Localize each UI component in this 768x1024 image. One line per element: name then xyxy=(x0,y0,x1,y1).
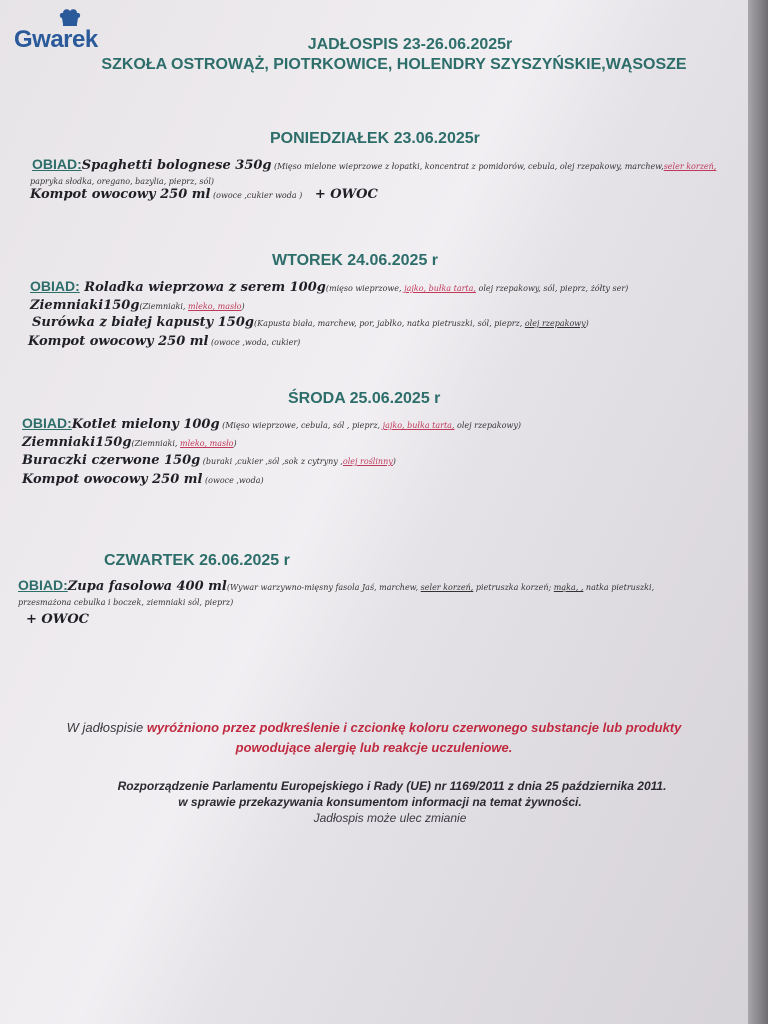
ingredients: (buraki ,cukier ,sól ,sok z cytryny , xyxy=(200,457,343,466)
wednesday-obiad-line xyxy=(22,415,521,432)
ingredients: (Mięso wieprzowe, cebula, sól , pieprz, xyxy=(219,421,383,430)
ingredients: (mięso wieprzowe, xyxy=(325,284,405,293)
monday-obiad-line xyxy=(32,156,716,173)
dish-name: Ziemniaki150g xyxy=(22,435,132,450)
allergen: jajko, bułka tarta, xyxy=(404,284,476,293)
tuesday-obiad-line xyxy=(30,278,628,295)
ingredients: (Kapusta biała, marchew, por, jabłko, natka pietruszki, sól, pieprz, xyxy=(253,319,525,328)
underlined-allergen: seler korzeń, xyxy=(420,583,474,592)
dish-name: Kotlet mielony 100g xyxy=(71,417,220,432)
note-text: W jadłospisie xyxy=(66,720,147,735)
ingredients: (Ziemniaki, xyxy=(139,302,188,311)
ingredients: ) xyxy=(233,439,237,448)
note-text-highlight: wyróżniono przez podkreślenie i czcionkę koloru czerwonego substancje lub produkty xyxy=(146,720,682,735)
schools-list: SZKOŁA OSTROWĄŻ, PIOTRKOWICE, HOLENDRY SZYSZYŃSKIE,WĄSOSZE xyxy=(101,56,687,73)
menu-change-note: Jadłospis może ulec zmianie xyxy=(313,811,467,825)
brand-name: Gwarek xyxy=(14,26,98,53)
day-heading-thursday: CZWARTEK 26.06.2025 r xyxy=(104,552,290,569)
day-heading-monday: PONIEDZIAŁEK 23.06.2025r xyxy=(270,130,480,147)
thursday-obiad-line xyxy=(18,577,654,594)
allergen: olej roślinny xyxy=(342,457,393,466)
chef-hat-icon xyxy=(58,8,82,26)
wednesday-kompot-line xyxy=(22,472,264,487)
regulation-line-1: Rozporządzenie Parlamentu Europejskiego i Rady (UE) nr 1169/2011 z dnia 25 października 2011. xyxy=(117,779,667,793)
menu-title: JADŁOSPIS 23-26.06.2025r xyxy=(307,36,513,53)
regulation-line-2: w sprawie przekazywania konsumentom informacji na temat żywności. xyxy=(178,795,582,809)
dish-name: Kompot owocowy 250 ml xyxy=(28,334,209,349)
extra-fruit: + OWOC xyxy=(26,612,90,627)
day-heading-tuesday: WTOREK 24.06.2025 r xyxy=(272,252,439,269)
dish-name: Surówka z białej kapusty 150g xyxy=(32,315,254,330)
tuesday-salad-line xyxy=(32,315,589,330)
day-heading-wednesday: ŚRODA 25.06.2025 r xyxy=(288,390,441,407)
ingredients: (Ziemniaki, xyxy=(131,439,180,448)
allergen: jajko, bułka tarta, xyxy=(382,421,455,430)
allergen: mleko, masło xyxy=(187,302,242,311)
ingredients: olej rzepakowy, sól, pieprz, żółty ser) xyxy=(475,284,629,293)
dish-name: Zupa fasolowa 400 ml xyxy=(67,579,227,594)
dish-name: Kompot owocowy 250 ml xyxy=(22,472,203,487)
obiad-label: OBIAD: xyxy=(18,577,68,593)
wednesday-potatoes-line xyxy=(22,435,237,450)
extra-fruit: + OWOC xyxy=(314,187,378,202)
obiad-label: OBIAD: xyxy=(30,278,80,294)
table-edge xyxy=(748,0,768,1024)
ingredients: przesmażona cebulka i boczek, ziemniaki sól, pieprz) xyxy=(18,598,234,607)
tuesday-kompot-line xyxy=(28,334,300,349)
ingredients: (Wywar warzywno-mięsny fasola Jaś, marchew, xyxy=(226,583,421,592)
ingredients: ) xyxy=(241,302,245,311)
ingredients: olej rzepakowy) xyxy=(454,421,521,430)
obiad-label: OBIAD: xyxy=(32,156,82,172)
ingredients: pietruszka korzeń; xyxy=(473,583,554,592)
allergen: mleko, masło xyxy=(179,439,234,448)
dish-name: Ziemniaki150g xyxy=(30,298,140,313)
dish-name: Roladka wieprzowa z serem 100g xyxy=(79,280,326,295)
wednesday-beets-line xyxy=(22,453,396,468)
ingredients: (owoce ,woda, cukier) xyxy=(208,338,301,347)
ingredients: (owoce ,cukier woda ) xyxy=(210,191,303,200)
dish-name: Buraczki czerwone 150g xyxy=(22,453,201,468)
allergen-note xyxy=(4,720,744,735)
allergen-note-continued: powodujące alergię lub reakcje uczuleniowe. xyxy=(235,740,513,755)
ingredients: ) xyxy=(392,457,396,466)
allergen: seler korzeń, xyxy=(663,162,717,171)
dish-name: Spaghetti bolognese 350g xyxy=(81,158,272,173)
underlined-allergen: olej rzepakowy xyxy=(524,319,586,328)
ingredients: (Mięso mielone wieprzowe z łopatki, koncentrat z pomidorów, cebula, olej rzepakowy, marchew, xyxy=(271,162,664,171)
tuesday-potatoes-line xyxy=(30,298,245,313)
ingredients: papryka słodka, oregano, bazylia, pieprz, sól) xyxy=(30,177,215,186)
ingredients: (owoce ,woda) xyxy=(202,476,264,485)
monday-kompot-line xyxy=(30,187,378,202)
dish-name: Kompot owocowy 250 ml xyxy=(30,187,211,202)
underlined-allergen: mąka, , xyxy=(553,583,584,592)
ingredients: ) xyxy=(585,319,589,328)
ingredients: natka pietruszki, xyxy=(583,583,655,592)
obiad-label: OBIAD: xyxy=(22,415,72,431)
